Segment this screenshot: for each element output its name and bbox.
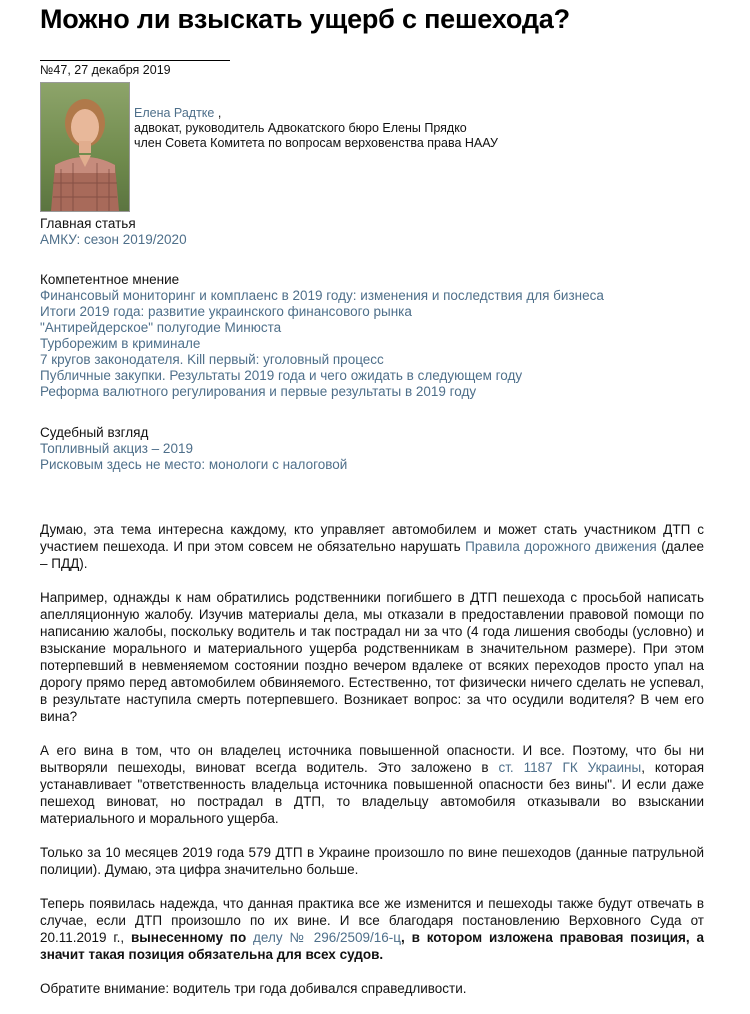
paragraph-bold: , в котором изложена правовая позиция, а значит такая позиция обязательна для всех судов.	[40, 930, 704, 962]
expert-opinion-section	[40, 272, 604, 400]
expert-link[interactable]: Публичные закупки. Результаты 2019 года и чего ожидать в следующем году	[40, 368, 523, 383]
author-photo	[40, 82, 130, 212]
paragraph-text: А его вина в том, что он владелец источника повышенной опасности. И все. Поэтому, что бы ни вытворяли пешеходы, виноват всегда водитель. Это заложено в	[40, 743, 704, 775]
civil-code-link[interactable]: ст. 1187 ГК Украины	[498, 760, 642, 775]
paragraph-bold: вынесенному по	[130, 930, 254, 945]
author-name-link[interactable]: Елена Радтке	[134, 106, 215, 120]
author-membership: член Совета Комитета по вопросам верховенства права НААУ	[134, 136, 498, 150]
expert-link[interactable]: Итоги 2019 года: развитие украинского финансового рынка	[40, 304, 412, 319]
paragraph: Например, однажды к нам обратились родственники погибшего в ДТП пешехода с просьбой написать апелляционную жалобу. Изучив материалы дела, мы отказали в предоставлении правовой помощи по написанию жалобы, поскольку водитель и так пострадал ни за что (4 года лишения свободы (условно) и взыскание морального и материального ущерба родственникам в значительном размере). При этом потерпевший в невменяемом состоянии поздно вечером вдалеке от всяких переходов просто упал на дорогу прямо перед автомобилем обвиняемого. Естественно, тот физически ничего сделать не успевал, в результате наступила смерть потерпевшего. Возникает вопрос: за что осудили водителя? В чем его вина?	[40, 590, 704, 724]
section-heading-court: Судебный взгляд	[40, 425, 149, 440]
author-role: адвокат, руководитель Адвокатского бюро Елены Прядко	[134, 121, 467, 135]
author-name-line	[134, 106, 498, 121]
author-name-suffix: ,	[214, 106, 222, 120]
court-view-section	[40, 425, 347, 473]
paragraph	[40, 521, 704, 572]
court-view-link[interactable]: Рисковым здесь не место: монологи с налоговой	[40, 457, 348, 472]
title-divider	[40, 60, 230, 61]
case-link[interactable]: делу № 296/2509/16-ц	[253, 930, 402, 945]
court-view-link[interactable]: Топливный акциз – 2019	[40, 441, 193, 456]
section-heading-expert: Компетентное мнение	[40, 272, 180, 287]
paragraph-text: (далее – ПДД).	[40, 539, 704, 571]
paragraph	[40, 742, 704, 827]
paragraph-text: Теперь появилась надежда, что данная практика все же изменится и пешеходы также будут отвечать в случае, если ДТП произошло по их вине. И все благодаря постановлению Верховного Суда от 20.11.2019 г.,	[40, 896, 704, 945]
paragraph-text: , которая устанавливает "ответственность владельца источника повышенной опасности без вины". И если даже пешеход виноват, но пострадал в ДТП, то владельцу автомобиля отказывали во взыскании материального и морального ущерба.	[40, 760, 705, 826]
article-title: Можно ли взыскать ущерб с пешехода?	[40, 4, 570, 34]
main-article-link[interactable]: АМКУ: сезон 2019/2020	[40, 232, 187, 247]
issue-date: №47, 27 декабря 2019	[40, 63, 171, 77]
section-heading-main: Главная статья	[40, 216, 136, 231]
expert-link[interactable]: "Антирейдерское" полугодие Минюста	[40, 320, 282, 335]
main-article-section	[40, 216, 187, 248]
expert-link[interactable]: 7 кругов законодателя. Kill первый: уголовный процесс	[40, 352, 384, 367]
paragraph: Обратите внимание: водитель три года добивался справедливости.	[40, 981, 467, 996]
expert-link[interactable]: Турборежим в криминале	[40, 336, 201, 351]
paragraph-text: Думаю, эта тема интересна каждому, кто управляет автомобилем и может стать участником ДТП с участием пешехода. И при этом совсем не обязательно нарушать	[40, 522, 704, 554]
expert-link[interactable]: Финансовый мониторинг и комплаенс в 2019 году: изменения и последствия для бизнеса	[40, 288, 604, 303]
author-info	[134, 106, 498, 151]
article-body	[40, 521, 704, 1014]
expert-link[interactable]: Реформа валютного регулирования и первые результаты в 2019 году	[40, 384, 477, 399]
paragraph: Только за 10 месяцев 2019 года 579 ДТП в Украине произошло по вине пешеходов (данные патрульной полиции). Думаю, эта цифра значительно больше.	[40, 845, 704, 877]
paragraph	[40, 895, 704, 963]
traffic-rules-link[interactable]: Правила дорожного движения	[465, 539, 657, 554]
